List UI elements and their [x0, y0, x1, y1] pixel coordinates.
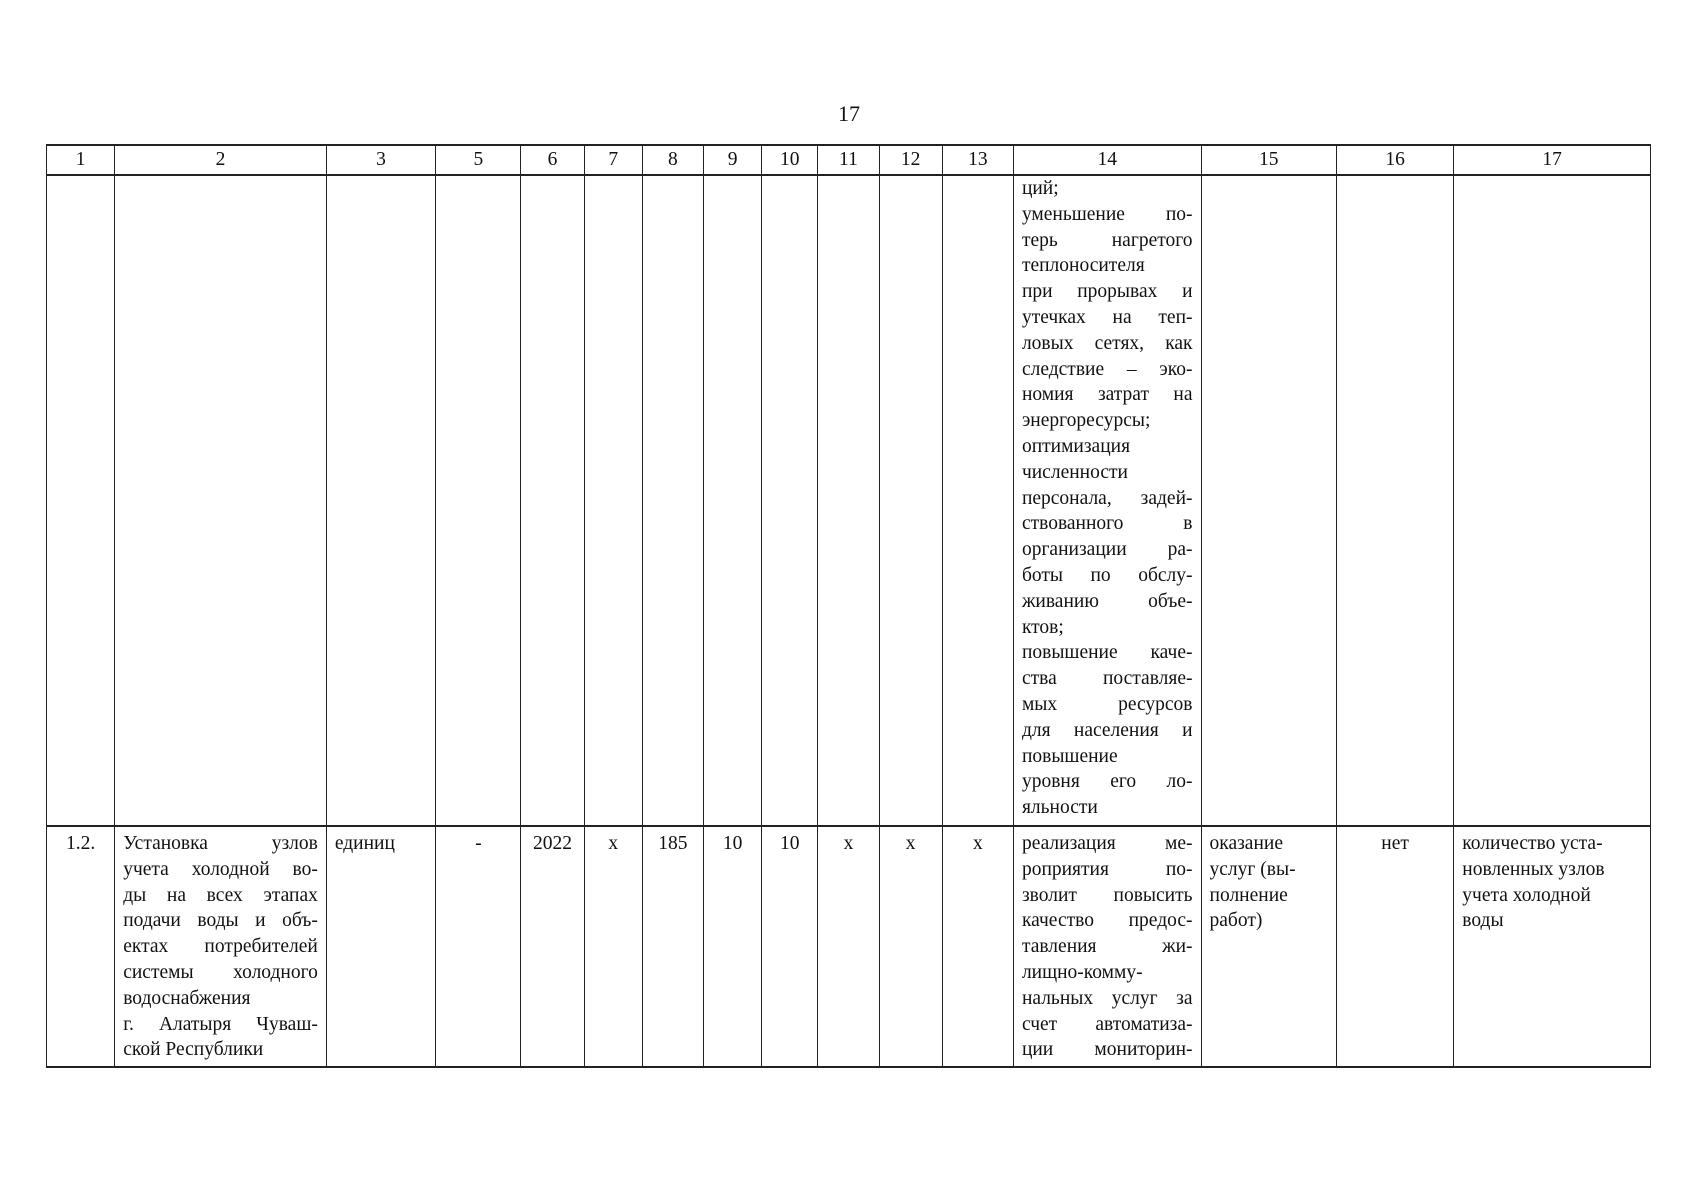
text-line: ктов;: [1021, 616, 1064, 638]
header-cell: 7: [584, 145, 642, 175]
effect-text: [1013, 826, 1201, 1067]
value-cell: х: [584, 826, 642, 1067]
text-line: зволит повысить: [1021, 884, 1193, 906]
indicator-text: [1454, 826, 1651, 1067]
text-line: боты по обслу-: [1021, 564, 1193, 586]
text-line: энергоресурсы;: [1021, 410, 1151, 432]
text-line: ства поставляе-: [1021, 668, 1193, 690]
header-cell: 2: [115, 145, 327, 175]
header-cell: 1: [47, 145, 115, 175]
page-number: 17: [838, 101, 860, 126]
value-cell: -: [436, 826, 521, 1067]
header-cell: 12: [879, 145, 942, 175]
empty-cell: [818, 175, 879, 826]
text-line: водоснабжения: [123, 987, 251, 1009]
measures-table: [46, 144, 1651, 1068]
text-line: учета холодной: [1462, 884, 1591, 906]
header-cell: 9: [704, 145, 762, 175]
text-line: терь нагретого: [1021, 229, 1193, 251]
text-line: новленных узлов: [1462, 858, 1605, 880]
header-cell: 3: [326, 145, 435, 175]
header-cell: 5: [436, 145, 521, 175]
year-cell: 2022: [521, 826, 584, 1067]
text-line: численности: [1021, 461, 1128, 483]
text-line: реализация ме-: [1021, 833, 1193, 854]
text-line: роприятия по-: [1021, 858, 1193, 880]
text-line: лищно-комму-: [1021, 961, 1143, 983]
text-line: для населения и: [1021, 719, 1193, 741]
text-line: оказание: [1209, 833, 1283, 854]
text-line: повышение каче-: [1021, 642, 1193, 664]
text-line: счет автоматиза-: [1021, 1013, 1193, 1035]
header-cell: 14: [1013, 145, 1201, 175]
text-line: подачи воды и объ-: [123, 910, 318, 932]
text-line: ции мониторин-: [1021, 1039, 1193, 1061]
text-line: воды: [1462, 910, 1504, 932]
header-cell: 10: [762, 145, 818, 175]
empty-cell: [584, 175, 642, 826]
value-cell: 185: [642, 826, 703, 1067]
text-line: количество уста-: [1462, 833, 1603, 854]
empty-cell: [521, 175, 584, 826]
text-line: организации ра-: [1021, 539, 1193, 561]
text-line: повышение: [1021, 745, 1118, 767]
text-line: номия затрат на: [1021, 384, 1193, 406]
text-line: следствие – эко-: [1021, 358, 1193, 380]
text-line: тавления жи-: [1021, 936, 1193, 958]
empty-cell: [704, 175, 762, 826]
text-line: услуг (вы-: [1209, 858, 1296, 880]
header-cell: 6: [521, 145, 584, 175]
empty-cell: [1454, 175, 1651, 826]
text-line: живанию объе-: [1021, 590, 1193, 612]
value-cell: нет: [1336, 826, 1453, 1067]
empty-cell: [326, 175, 435, 826]
header-cell: 11: [818, 145, 879, 175]
text-line: системы холодного: [123, 961, 318, 983]
text-line: Установка узлов: [123, 833, 318, 854]
empty-cell: [1336, 175, 1453, 826]
text-line: г. Алатыря Чуваш-: [123, 1013, 318, 1035]
unit-cell: единиц: [326, 826, 435, 1067]
text-line: ской Республики: [123, 1039, 264, 1061]
text-line: ствованного в: [1021, 513, 1193, 535]
header-cell: 16: [1336, 145, 1453, 175]
text-line: ектах потребителей: [123, 936, 318, 958]
value-cell: 10: [762, 826, 818, 1067]
value-cell: х: [942, 826, 1013, 1067]
text-line: персонала, задей-: [1021, 487, 1193, 509]
text-line: работ): [1209, 910, 1263, 932]
text-line: при прорывах и: [1021, 281, 1193, 303]
text-line: яльности: [1021, 797, 1098, 819]
text-line: учета холодной во-: [123, 858, 318, 880]
continuation-row: [47, 175, 1651, 826]
empty-cell: [47, 175, 115, 826]
empty-cell: [942, 175, 1013, 826]
text-line: ловых сетях, как: [1021, 332, 1193, 354]
row-number: 1.2.: [47, 826, 115, 1067]
empty-cell: [1201, 175, 1336, 826]
text-line: уровня его ло-: [1021, 771, 1193, 793]
value-cell: х: [879, 826, 942, 1067]
text-line: ций;: [1021, 178, 1059, 199]
continuation-effect-text: [1013, 175, 1201, 826]
text-line: качество предос-: [1021, 910, 1193, 932]
value-cell: х: [818, 826, 879, 1067]
empty-cell: [642, 175, 703, 826]
text-line: утечках на теп-: [1021, 306, 1193, 328]
empty-cell: [762, 175, 818, 826]
header-cell: 13: [942, 145, 1013, 175]
text-line: полнение: [1209, 884, 1288, 906]
header-cell: 8: [642, 145, 703, 175]
empty-cell: [879, 175, 942, 826]
empty-cell: [115, 175, 327, 826]
service-type: [1201, 826, 1336, 1067]
text-line: уменьшение по-: [1021, 203, 1193, 225]
text-line: мых ресурсов: [1021, 693, 1193, 715]
header-cell: 17: [1454, 145, 1651, 175]
text-line: ды на всех этапах: [123, 884, 318, 906]
header-cell: 15: [1201, 145, 1336, 175]
measure-name: [115, 826, 327, 1067]
text-line: теплоносителя: [1021, 255, 1145, 277]
text-line: нальных услуг за: [1021, 987, 1193, 1009]
value-cell: 10: [704, 826, 762, 1067]
table-row: [47, 826, 1651, 1067]
text-line: оптимизация: [1021, 435, 1131, 457]
empty-cell: [436, 175, 521, 826]
column-number-row: [47, 145, 1651, 175]
